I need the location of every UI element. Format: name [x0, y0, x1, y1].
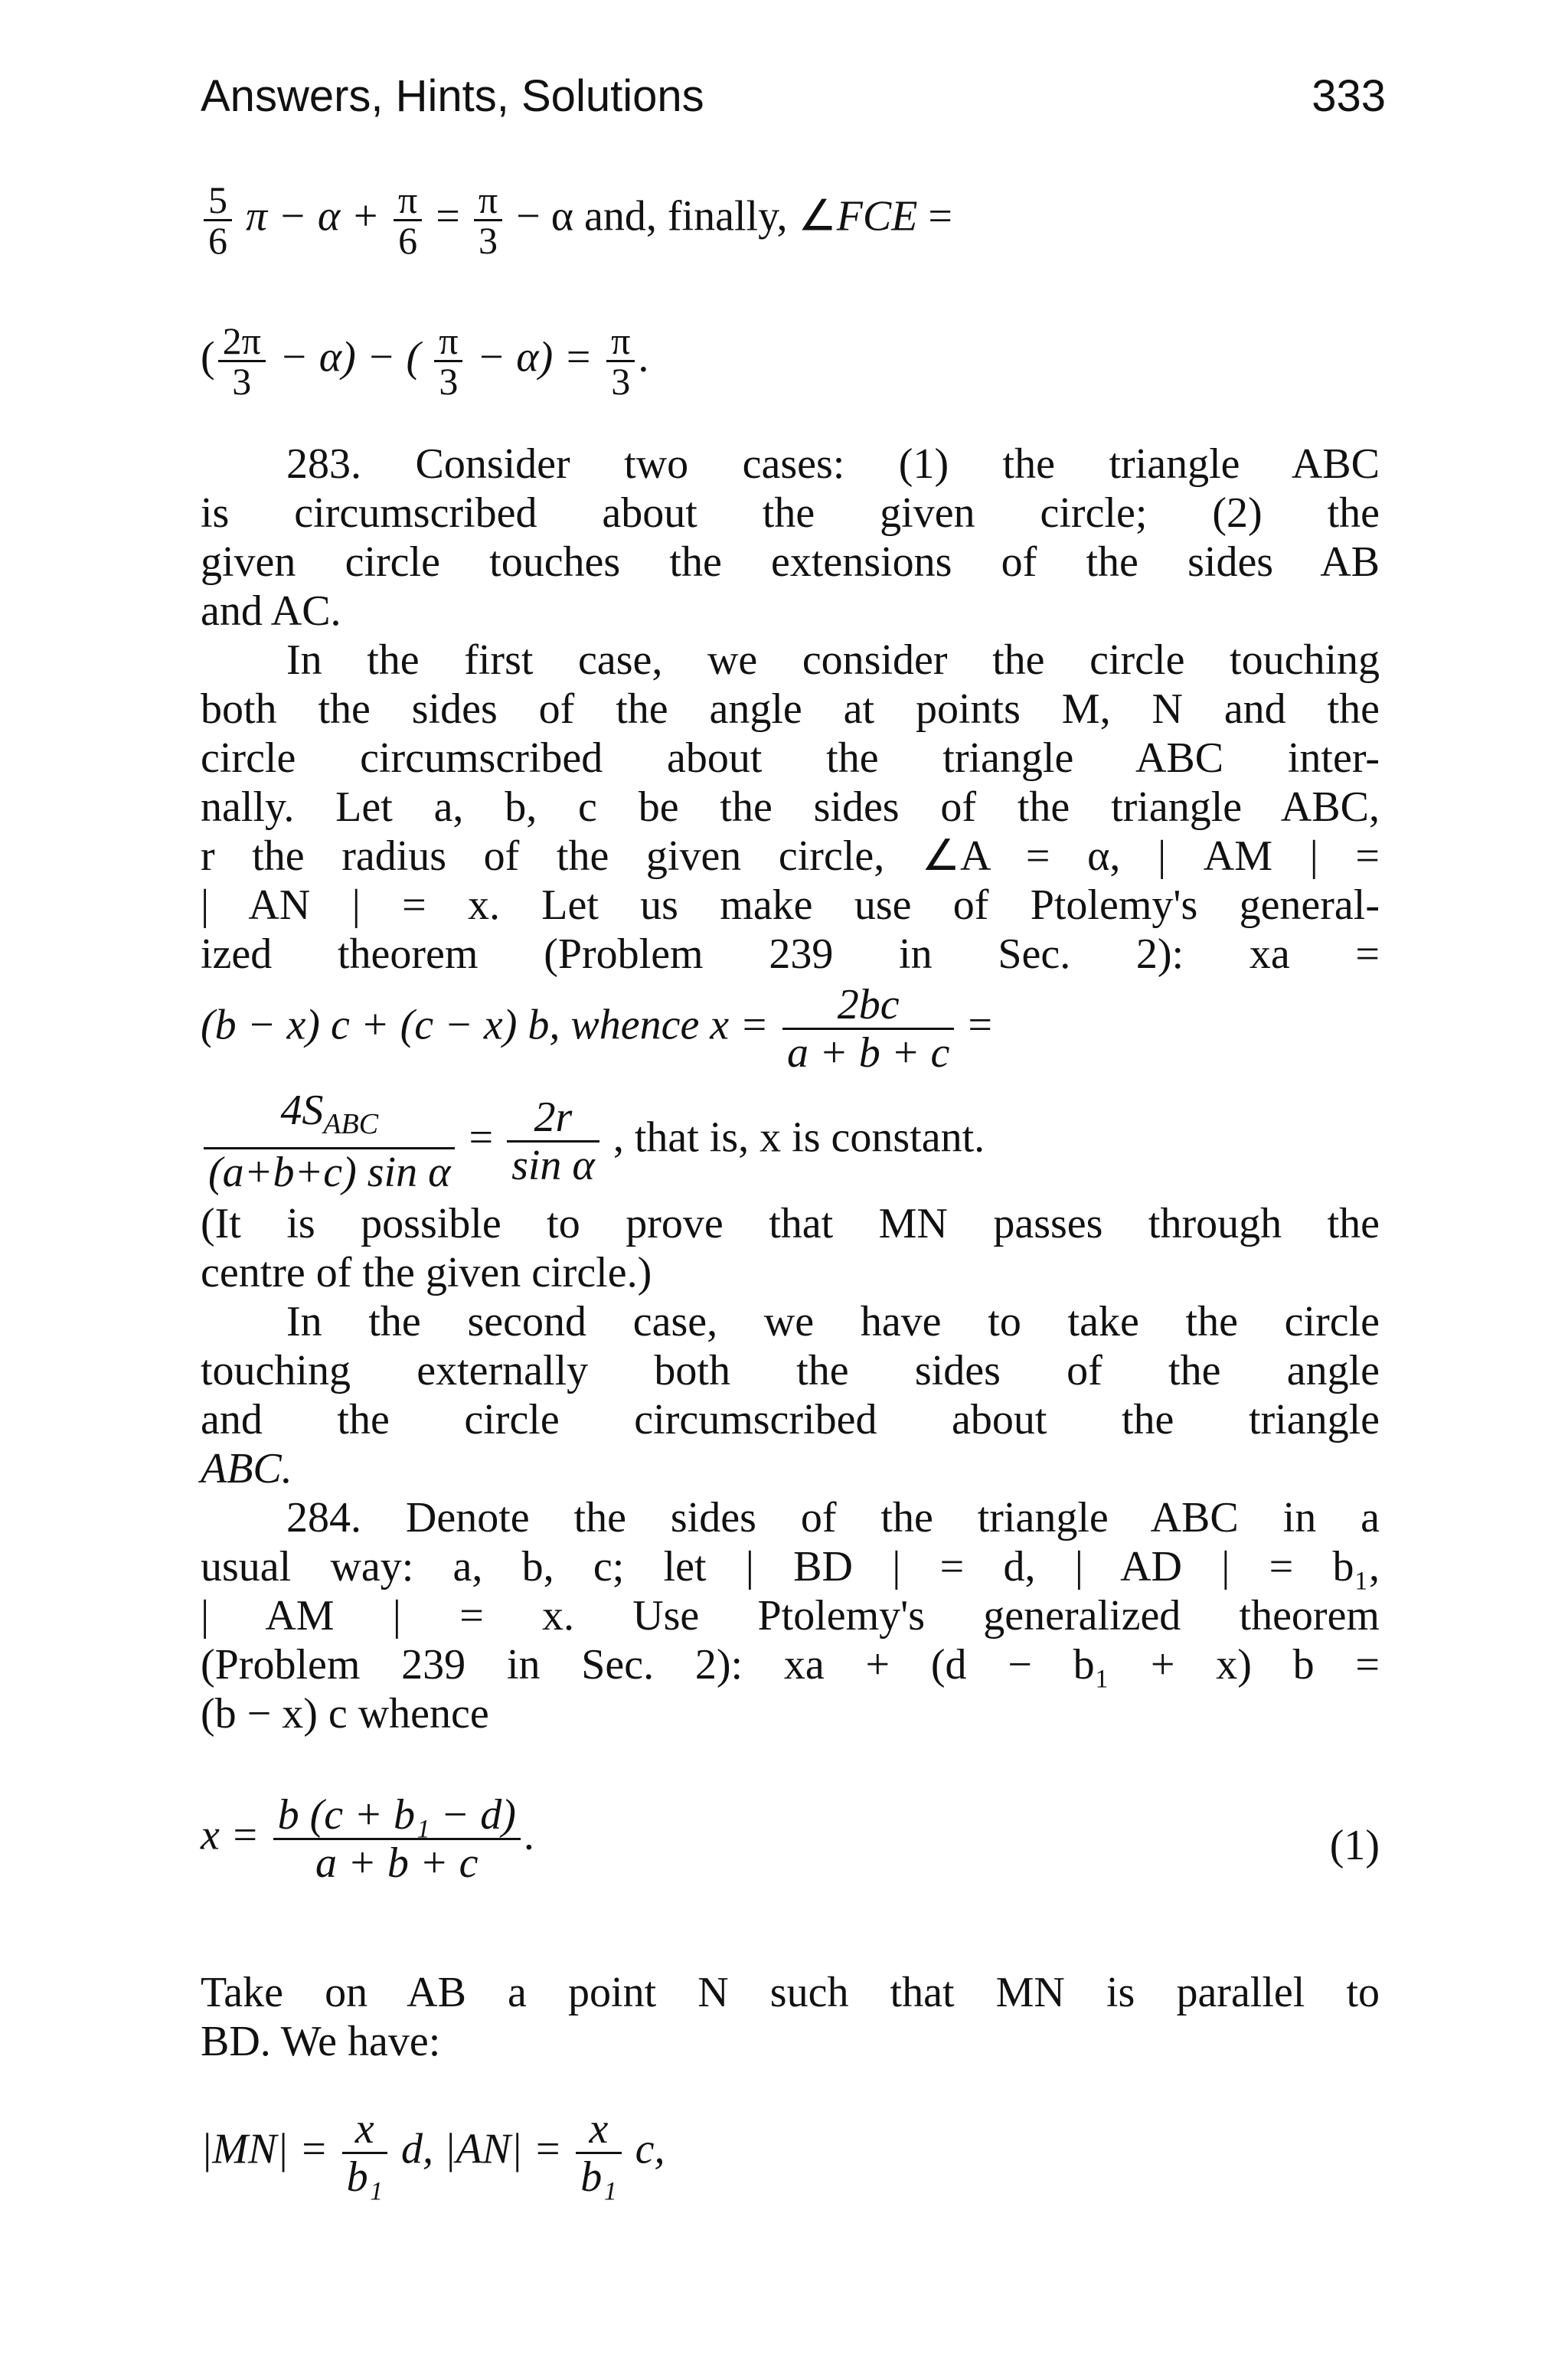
p284-line-4: (Problem 239 in Sec. 2): xa + (d − b₁ + x) b =	[201, 1641, 1380, 1689]
p283-line-1: 283. Consider two cases: (1) the triangle ABC	[286, 440, 1380, 488]
p283b-line-6: ABC.	[201, 1445, 292, 1492]
fraction-5-6: $\frac{5}{6}$	[204, 181, 232, 260]
formula-line-2: ( $\frac{2\pi}{3}$ − α) − ( $\frac{\pi}{3}$ − α) = $\frac{\pi}{3}$ .	[201, 319, 649, 403]
fraction-4s-abc: $\frac{4S_{ABC}}{\text{(a+b+c) sin α}}$	[204, 1087, 455, 1195]
page-number: 333	[1312, 71, 1386, 121]
p283-line-10: | AN | = x. Let us make use of Ptolemy's general-	[201, 881, 1380, 929]
equation-mn-an: |MN| = $\frac{x}{\text{b₁}}$ d, |AN| = $\frac{x}{\text{b₁}}$ c,	[201, 2105, 665, 2201]
fraction-x-b1-2: $\frac{x}{\text{b₁}}$	[576, 2106, 621, 2200]
p283b-line-2: centre of the given circle.)	[201, 1249, 652, 1296]
p284-line-2: usual way: a, b, c; let | BD | = d, | AD | = b₁,	[201, 1543, 1380, 1590]
fraction-2pi-3: $\frac{2\pi}{3}$	[218, 322, 266, 400]
p284b-line-2: BD. We have:	[201, 2018, 441, 2065]
equation-1: x = $\frac{\text{b (c + b₁ − d)}}{a + b + c}$ . (1)	[201, 1791, 1380, 1887]
fraction-x-b1: $\frac{x}{\text{b₁}}$	[342, 2106, 387, 2200]
running-header	[201, 70, 1386, 139]
p283-line-3: given circle touches the extensions of the sides AB	[201, 538, 1380, 586]
p284-line-1: 284. Denote the sides of the triangle ABC in a	[286, 1494, 1380, 1541]
p283-line-9: r the radius of the given circle, ∠A = α, | AM | =	[201, 832, 1380, 880]
fraction-pi-3c: $\frac{\pi}{3}$	[606, 322, 635, 400]
p283-line-5: In the first case, we consider the circle touching	[286, 636, 1380, 684]
p283-line-8: nally. Let a, b, c be the sides of the triangle ABC,	[201, 783, 1380, 831]
equation-x-constant-2: $\frac{4S_{ABC}}{\text{(a+b+c) sin α}}$ = $\frac{2r}{\text{sin α}}$ , that is, x is constant.	[201, 1087, 1380, 1187]
p283-line-2: is circumscribed about the given circle; (2) the	[201, 489, 1380, 537]
fraction-pi-3: $\frac{\pi}{3}$	[474, 181, 502, 260]
p284-line-5: (b − x) c whence	[201, 1690, 489, 1738]
p284b-line-1: Take on AB a point N such that MN is parallel to	[201, 1969, 1380, 2016]
fraction-2bc: $\frac{2bc}{a + b + c}$	[782, 982, 954, 1076]
fraction-x-value: $\frac{\text{b (c + b₁ − d)}}{a + b + c}$	[273, 1792, 521, 1886]
fraction-2r: $\frac{2r}{\text{sin α}}$	[507, 1094, 599, 1188]
equation-number: (1)	[1329, 1822, 1380, 1869]
formula-line-1: $\frac{5}{6}$ π − α + $\frac{\pi}{6}$ = $\frac{\pi}{3}$ − α and, finally, ∠FCE =	[201, 181, 1380, 280]
p284-line-3: | AM | = x. Use Ptolemy's generalized theorem	[201, 1592, 1380, 1640]
p283b-line-1: (It is possible to prove that MN passes through the	[201, 1200, 1380, 1247]
p283-line-6: both the sides of the angle at points M, N and the	[201, 685, 1380, 733]
p283-line-4: and AC.	[201, 587, 341, 635]
p283b-line-5: and the circle circumscribed about the triangle	[201, 1396, 1380, 1443]
p283b-line-4: touching externally both the sides of the angle	[201, 1347, 1380, 1394]
p283-line-11: ized theorem (Problem 239 in Sec. 2): xa =	[201, 930, 1380, 978]
p283-line-7: circle circumscribed about the triangle ABC inter-	[201, 734, 1380, 782]
p283b-line-3: In the second case, we have to take the circle	[286, 1298, 1380, 1345]
header-title: Answers, Hints, Solutions	[201, 71, 704, 121]
fraction-pi-6: $\frac{\pi}{6}$	[394, 181, 422, 260]
equation-x-constant-1: (b − x) c + (c − x) b, whence x = $\frac{2bc}{a + b + c}$ =	[201, 981, 992, 1077]
fraction-pi-3b: $\frac{\pi}{3}$	[434, 322, 462, 400]
